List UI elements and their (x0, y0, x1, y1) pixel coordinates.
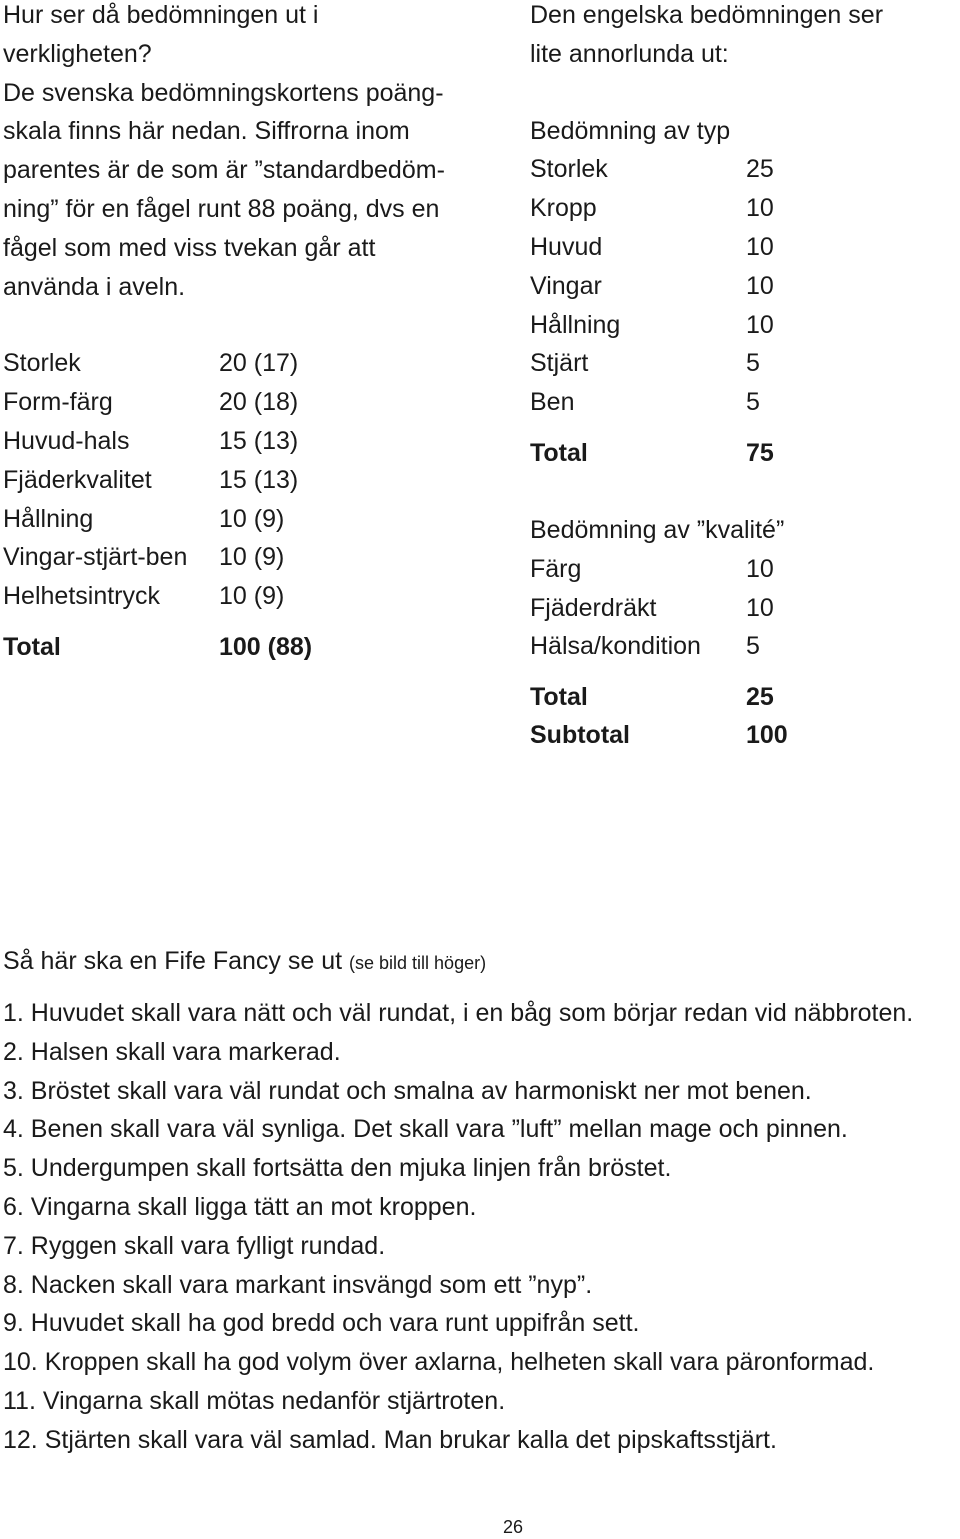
intro-line: lite annorlunda ut: (530, 39, 729, 68)
score-row (3, 577, 312, 616)
total-value: 25 (746, 683, 774, 712)
score-row (530, 306, 774, 345)
intro-line: använda i aveln. (3, 272, 186, 301)
score-value: 15 (13) (219, 426, 299, 455)
score-row (530, 589, 788, 628)
list-item: 5. Undergumpen skall fortsätta den mjuka linjen från bröstet. (3, 1154, 672, 1183)
total-row (530, 666, 788, 717)
score-label: Hållning (530, 310, 621, 339)
score-value: 10 (746, 310, 774, 339)
list-item: 6. Vingarna skall ligga tätt an mot kroppen. (3, 1192, 477, 1221)
score-value: 5 (746, 632, 760, 661)
score-value: 10 (9) (219, 582, 285, 611)
total-row (3, 616, 312, 667)
intro-line: Hur ser då bedömningen ut i (3, 1, 319, 29)
score-value: 10 (746, 271, 774, 300)
score-label: Fjäderkvalitet (3, 465, 152, 494)
intro-line: parentes är de som är ”standardbedöm- (3, 156, 445, 185)
score-value: 10 (9) (219, 504, 285, 533)
subtotal-value: 100 (746, 721, 788, 750)
right-column (530, 0, 950, 754)
page-number: 26 (502, 1517, 524, 1537)
score-row (530, 627, 788, 666)
intro-line: fågel som med viss tvekan går att (3, 233, 376, 262)
score-row (530, 267, 774, 306)
score-value: 15 (13) (219, 465, 299, 494)
list-item: 10. Kroppen skall ha god volym över axlarna, helheten skall vara päronformad. (3, 1348, 875, 1377)
swedish-score-table (3, 344, 312, 667)
list-item: 12. Stjärten skall vara väl samlad. Man brukar kalla det pipskaftsstjärt. (3, 1425, 777, 1454)
total-value: 75 (746, 438, 774, 467)
score-row (3, 344, 312, 383)
score-label: Huvud-hals (3, 426, 130, 455)
score-value: 20 (18) (219, 388, 299, 417)
score-value: 5 (746, 388, 760, 417)
intro-line: ning” för en fågel runt 88 poäng, dvs en (3, 194, 440, 223)
score-label: Fjäderdräkt (530, 593, 657, 622)
score-value: 10 (746, 232, 774, 261)
score-row (530, 228, 774, 267)
list-item: 11. Vingarna skall mötas nedanför stjärtroten. (3, 1386, 506, 1415)
score-value: 10 (9) (219, 543, 285, 572)
score-value: 25 (746, 155, 774, 184)
score-label: Färg (530, 554, 582, 583)
score-row (530, 189, 774, 228)
total-label: Total (530, 683, 588, 712)
score-row (530, 344, 774, 383)
score-value: 10 (746, 194, 774, 223)
intro-line: De svenska bedömningskortens poäng- (3, 78, 444, 107)
score-row (530, 383, 774, 422)
score-label: Helhetsintryck (3, 582, 160, 611)
score-row (530, 550, 788, 589)
score-value: 10 (746, 593, 774, 622)
score-label: Hållning (3, 504, 94, 533)
list-item: 9. Huvudet skall ha god bredd och vara runt uppifrån sett. (3, 1309, 640, 1338)
list-item: 7. Ryggen skall vara fylligt rundad. (3, 1231, 386, 1260)
score-label: Storlek (530, 155, 608, 184)
intro-line: verkligheten? (3, 39, 152, 68)
list-item: 4. Benen skall vara väl synliga. Det skall vara ”luft” mellan mage och pinnen. (3, 1115, 848, 1144)
left-column (3, 0, 503, 667)
score-row (3, 383, 312, 422)
score-label: Hälsa/kondition (530, 632, 701, 661)
total-label: Total (3, 632, 61, 661)
quality-score-table (530, 550, 788, 754)
list-item: 8. Nacken skall vara markant insvängd som ett ”nyp”. (3, 1270, 593, 1299)
score-label: Vingar (530, 271, 602, 300)
score-row (3, 538, 312, 577)
list-item: 2. Halsen skall vara markerad. (3, 1037, 341, 1066)
total-row (530, 422, 774, 473)
score-row (530, 150, 774, 189)
total-label: Total (530, 438, 588, 467)
fife-heading (3, 942, 960, 982)
score-value: 5 (746, 349, 760, 378)
score-label: Kropp (530, 194, 597, 223)
score-label: Storlek (3, 349, 81, 378)
score-row (3, 500, 312, 539)
fife-heading-text: Så här ska en Fife Fancy se ut (3, 947, 343, 975)
type-score-table (530, 150, 774, 473)
score-label: Stjärt (530, 349, 589, 378)
score-value: 10 (746, 554, 774, 583)
list-item: 3. Bröstet skall vara väl rundat och smalna av harmoniskt ner mot benen. (3, 1076, 812, 1105)
score-label: Form-färg (3, 388, 113, 417)
intro-paragraph (3, 0, 503, 306)
score-row (3, 422, 312, 461)
quality-section-heading: Bedömning av ”kvalité” (530, 515, 785, 544)
score-label: Vingar-stjärt-ben (3, 543, 188, 572)
fife-fancy-section (3, 942, 960, 1460)
score-value: 20 (17) (219, 349, 299, 378)
fife-criteria-list (3, 994, 960, 1460)
intro-line: Den engelska bedömningen ser (530, 1, 884, 29)
score-label: Ben (530, 388, 575, 417)
subtotal-row (530, 717, 788, 754)
subtotal-label: Subtotal (530, 721, 630, 750)
total-value: 100 (88) (219, 632, 313, 661)
fife-heading-note: (se bild till höger) (349, 953, 487, 973)
intro-line: skala finns här nedan. Siffrorna inom (3, 117, 410, 146)
score-row (3, 461, 312, 500)
list-item: 1. Huvudet skall vara nätt och väl rundat, i en båg som börjar redan vid näbbroten. (3, 999, 914, 1027)
score-label: Huvud (530, 232, 603, 261)
type-section-heading: Bedömning av typ (530, 116, 731, 145)
english-intro (530, 0, 950, 74)
